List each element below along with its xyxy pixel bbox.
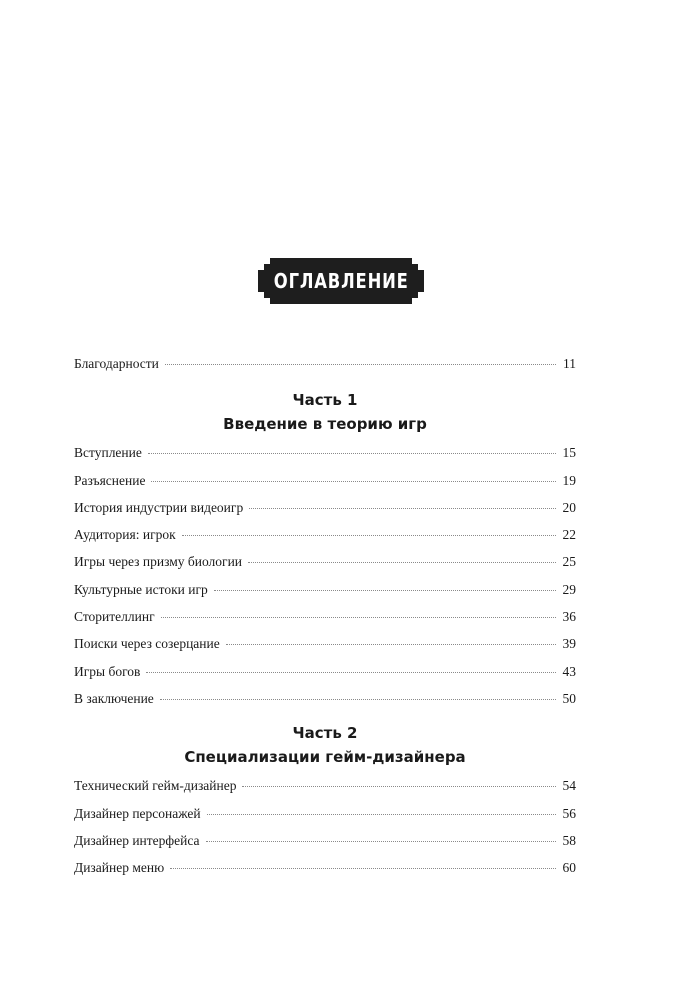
part-title: Введение в теорию игр — [223, 415, 427, 434]
toc-entry[interactable] — [74, 603, 576, 630]
toc-leader-dots — [206, 840, 556, 842]
part-1-heading — [74, 388, 576, 436]
toc-leader-dots — [214, 589, 556, 591]
toc-entry-page: 54 — [562, 778, 576, 794]
toc-leader-dots — [151, 480, 556, 482]
toc-entry-page: 58 — [562, 832, 576, 848]
toc-entry[interactable] — [74, 521, 576, 548]
toc-entry-title: Игры через призму биологии — [74, 554, 243, 570]
toc-entry-page: 11 — [563, 356, 576, 371]
toc-entry-page: 25 — [562, 554, 576, 570]
toc-entry-title: Вступление — [74, 445, 142, 461]
contents-heading-wrap — [0, 258, 682, 304]
toc-leader-dots — [182, 534, 556, 536]
toc-leader-dots — [226, 643, 556, 645]
toc-leader-dots — [248, 561, 556, 563]
toc-entry-title: Сторителлинг — [74, 609, 155, 625]
toc-entry-page: 39 — [562, 636, 576, 652]
toc-entry-title: Культурные истоки игр — [74, 581, 208, 597]
toc-entry[interactable] — [74, 630, 576, 657]
part-2-heading — [74, 721, 576, 769]
part-number: Часть 1 — [292, 391, 358, 410]
toc-entry-title: В заключение — [74, 690, 154, 706]
toc-entry-title: Благодарности — [74, 356, 159, 371]
toc-entry-page: 50 — [562, 690, 576, 706]
toc-entry-page: 22 — [562, 527, 576, 543]
toc-entry[interactable] — [74, 548, 576, 575]
toc-entry-title: Дизайнер персонажей — [74, 805, 201, 821]
toc-leader-dots — [161, 616, 556, 618]
toc-entry-page: 56 — [562, 805, 576, 821]
part-number: Часть 2 — [292, 724, 358, 743]
toc-entry[interactable] — [74, 800, 576, 827]
toc-leader-dots — [249, 507, 556, 509]
toc-entry[interactable] — [74, 576, 576, 603]
contents-heading-banner — [258, 258, 424, 304]
toc-entry-acknowledgements[interactable] — [74, 350, 576, 377]
toc-entry-page: 60 — [562, 860, 576, 876]
toc-entry-title: Разъяснение — [74, 472, 146, 488]
part-title: Специализации гейм-дизайнера — [184, 748, 466, 767]
toc-entry-title: Поиски через созерцание — [74, 636, 220, 652]
toc-entry[interactable] — [74, 685, 576, 712]
toc-leader-dots — [148, 452, 556, 454]
toc-leader-dots — [160, 698, 556, 700]
toc-leader-dots — [170, 867, 556, 869]
toc-entry[interactable] — [74, 854, 576, 881]
toc-entry[interactable] — [74, 658, 576, 685]
toc-leader-dots — [165, 363, 556, 365]
toc-entry[interactable] — [74, 494, 576, 521]
toc-entry-title: Игры богов — [74, 663, 141, 679]
toc-entry-page: 43 — [562, 663, 576, 679]
toc-entry-title: Аудитория: игрок — [74, 527, 176, 543]
toc-entry-title: История индустрии видеоигр — [74, 499, 244, 515]
toc-leader-dots — [242, 785, 556, 787]
toc-entry[interactable] — [74, 827, 576, 854]
table-of-contents — [74, 350, 576, 881]
toc-entry-page: 36 — [562, 609, 576, 625]
toc-entry-title: Дизайнер меню — [74, 860, 165, 876]
toc-entry[interactable] — [74, 439, 576, 466]
toc-leader-dots — [146, 671, 556, 673]
contents-heading: ОГЛАВЛЕНИЕ — [273, 269, 409, 293]
toc-entry[interactable] — [74, 772, 576, 799]
toc-entry-title: Технический гейм-дизайнер — [74, 778, 237, 794]
toc-entry-title: Дизайнер интерфейса — [74, 832, 200, 848]
toc-entry-page: 19 — [562, 472, 576, 488]
toc-entry-page: 15 — [562, 445, 576, 461]
toc-entry-page: 29 — [562, 581, 576, 597]
toc-leader-dots — [207, 813, 556, 815]
toc-entry[interactable] — [74, 467, 576, 494]
toc-entry-page: 20 — [562, 499, 576, 515]
